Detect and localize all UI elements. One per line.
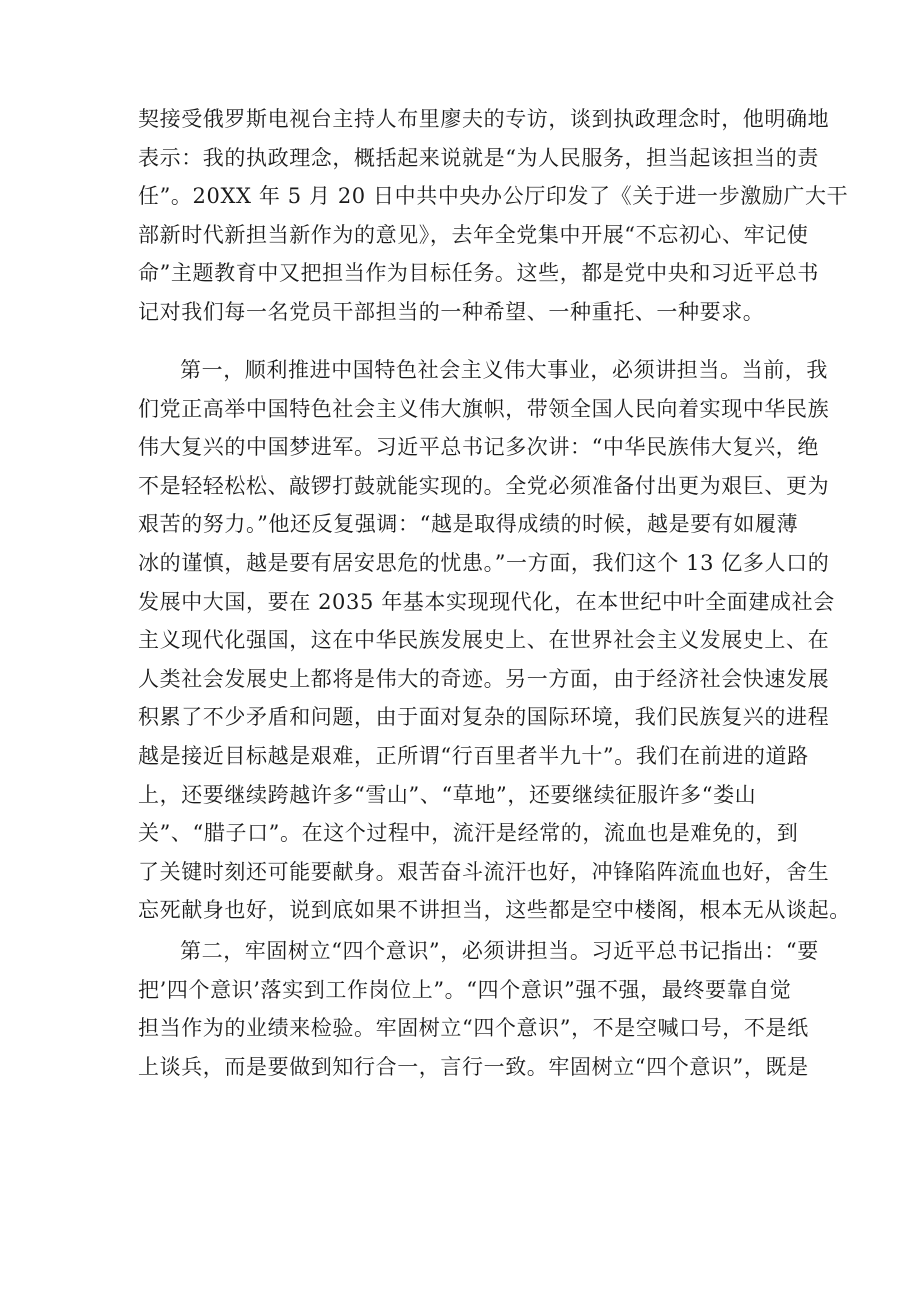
paragraph-line: 伟大复兴的中国梦进军。习近平总书记多次讲：“中华民族伟大复兴，绝: [138, 435, 819, 460]
paragraph-1: [138, 100, 849, 332]
paragraph-line: 契接受俄罗斯电视台主持人布里廖夫的专访，谈到执政理念时，他明确地: [138, 107, 830, 131]
paragraph-line: 表示：我的执政理念，概括起来说就是“为人民服务，担当起该担当的责: [138, 145, 819, 170]
paragraph-line: 主义现代化强国，这在中华民族发展史上、在世界社会主义发展史上、在: [138, 628, 830, 653]
paragraph-line: 发展中大国，要在 2035 年基本实现现代化，在本世纪中叶全面建成社会: [138, 589, 835, 614]
paragraph-line: 冰的谨慎，越是要有居安思危的忧患。”一方面，我们这个 13 亿多人口的: [138, 550, 830, 575]
paragraph-line: 第二，牢固树立“四个意识”，必须讲担当。习近平总书记指出：“要: [180, 939, 819, 963]
paragraph-3: [138, 932, 819, 1086]
paragraph-line: 部新时代新担当新作为的意见》，去年全党集中开展“不忘初心、牢记使: [138, 222, 809, 247]
paragraph-line: 上，还要继续跨越许多“雪山”、“草地”，还要继续征服许多“娄山: [138, 782, 757, 807]
paragraph-line: 忘死献身也好，说到底如果不讲担当，这些都是空中楼阁，根本无从谈起。: [138, 898, 851, 923]
paragraph-line: 第一，顺利推进中国特色社会主义伟大事业，必须讲担当。当前，我: [180, 358, 828, 382]
paragraph-line: 任”。20XX 年 5 月 20 日中共中央办公厅印发了《关于进一步激励广大干: [138, 184, 849, 209]
paragraph-line: 上谈兵，而是要做到知行合一，言行一致。牢固树立“四个意识”，既是: [138, 1054, 809, 1079]
paragraph-line: 们党正高举中国特色社会主义伟大旗帜，带领全国人民向着实现中华民族: [138, 396, 830, 421]
paragraph-line: 艰苦的努力。”他还反复强调：“越是取得成绩的时候，越是要有如履薄: [138, 512, 799, 537]
paragraph-line: 越是接近目标越是艰难，正所谓“行百里者半九十”。我们在前进的道路: [138, 743, 809, 768]
paragraph-line: 关”、“腊子口”。在这个过程中，流汗是经常的，流血也是难免的，到: [138, 821, 799, 846]
paragraph-line: 记对我们每一名党员干部担当的一种希望、一种重托、一种要求。: [138, 299, 765, 324]
paragraph-line: 积累了不少矛盾和问题，由于面对复杂的国际环境，我们民族复兴的进程: [138, 705, 830, 730]
paragraph-line: 命”主题教育中又把担当作为目标任务。这些，都是党中央和习近平总书: [138, 261, 819, 286]
paragraph-line: 人类社会发展史上都将是伟大的奇迹。另一方面，由于经济社会快速发展: [138, 666, 830, 691]
paragraph-2: [138, 351, 851, 930]
paragraph-line: 不是轻轻松松、敲锣打鼓就能实现的。全党必须准备付出更为艰巨、更为: [138, 473, 830, 498]
paragraph-line: 把’四个意识’落实到工作岗位上”。“四个意识”强不强，最终要靠自觉: [138, 977, 792, 1002]
paragraph-line: 了关键时刻还可能要献身。艰苦奋斗流汗也好，冲锋陷阵流血也好，舍生: [138, 859, 830, 884]
paragraph-line: 担当作为的业绩来检验。牢固树立“四个意识”，不是空喊口号，不是纸: [138, 1016, 809, 1041]
